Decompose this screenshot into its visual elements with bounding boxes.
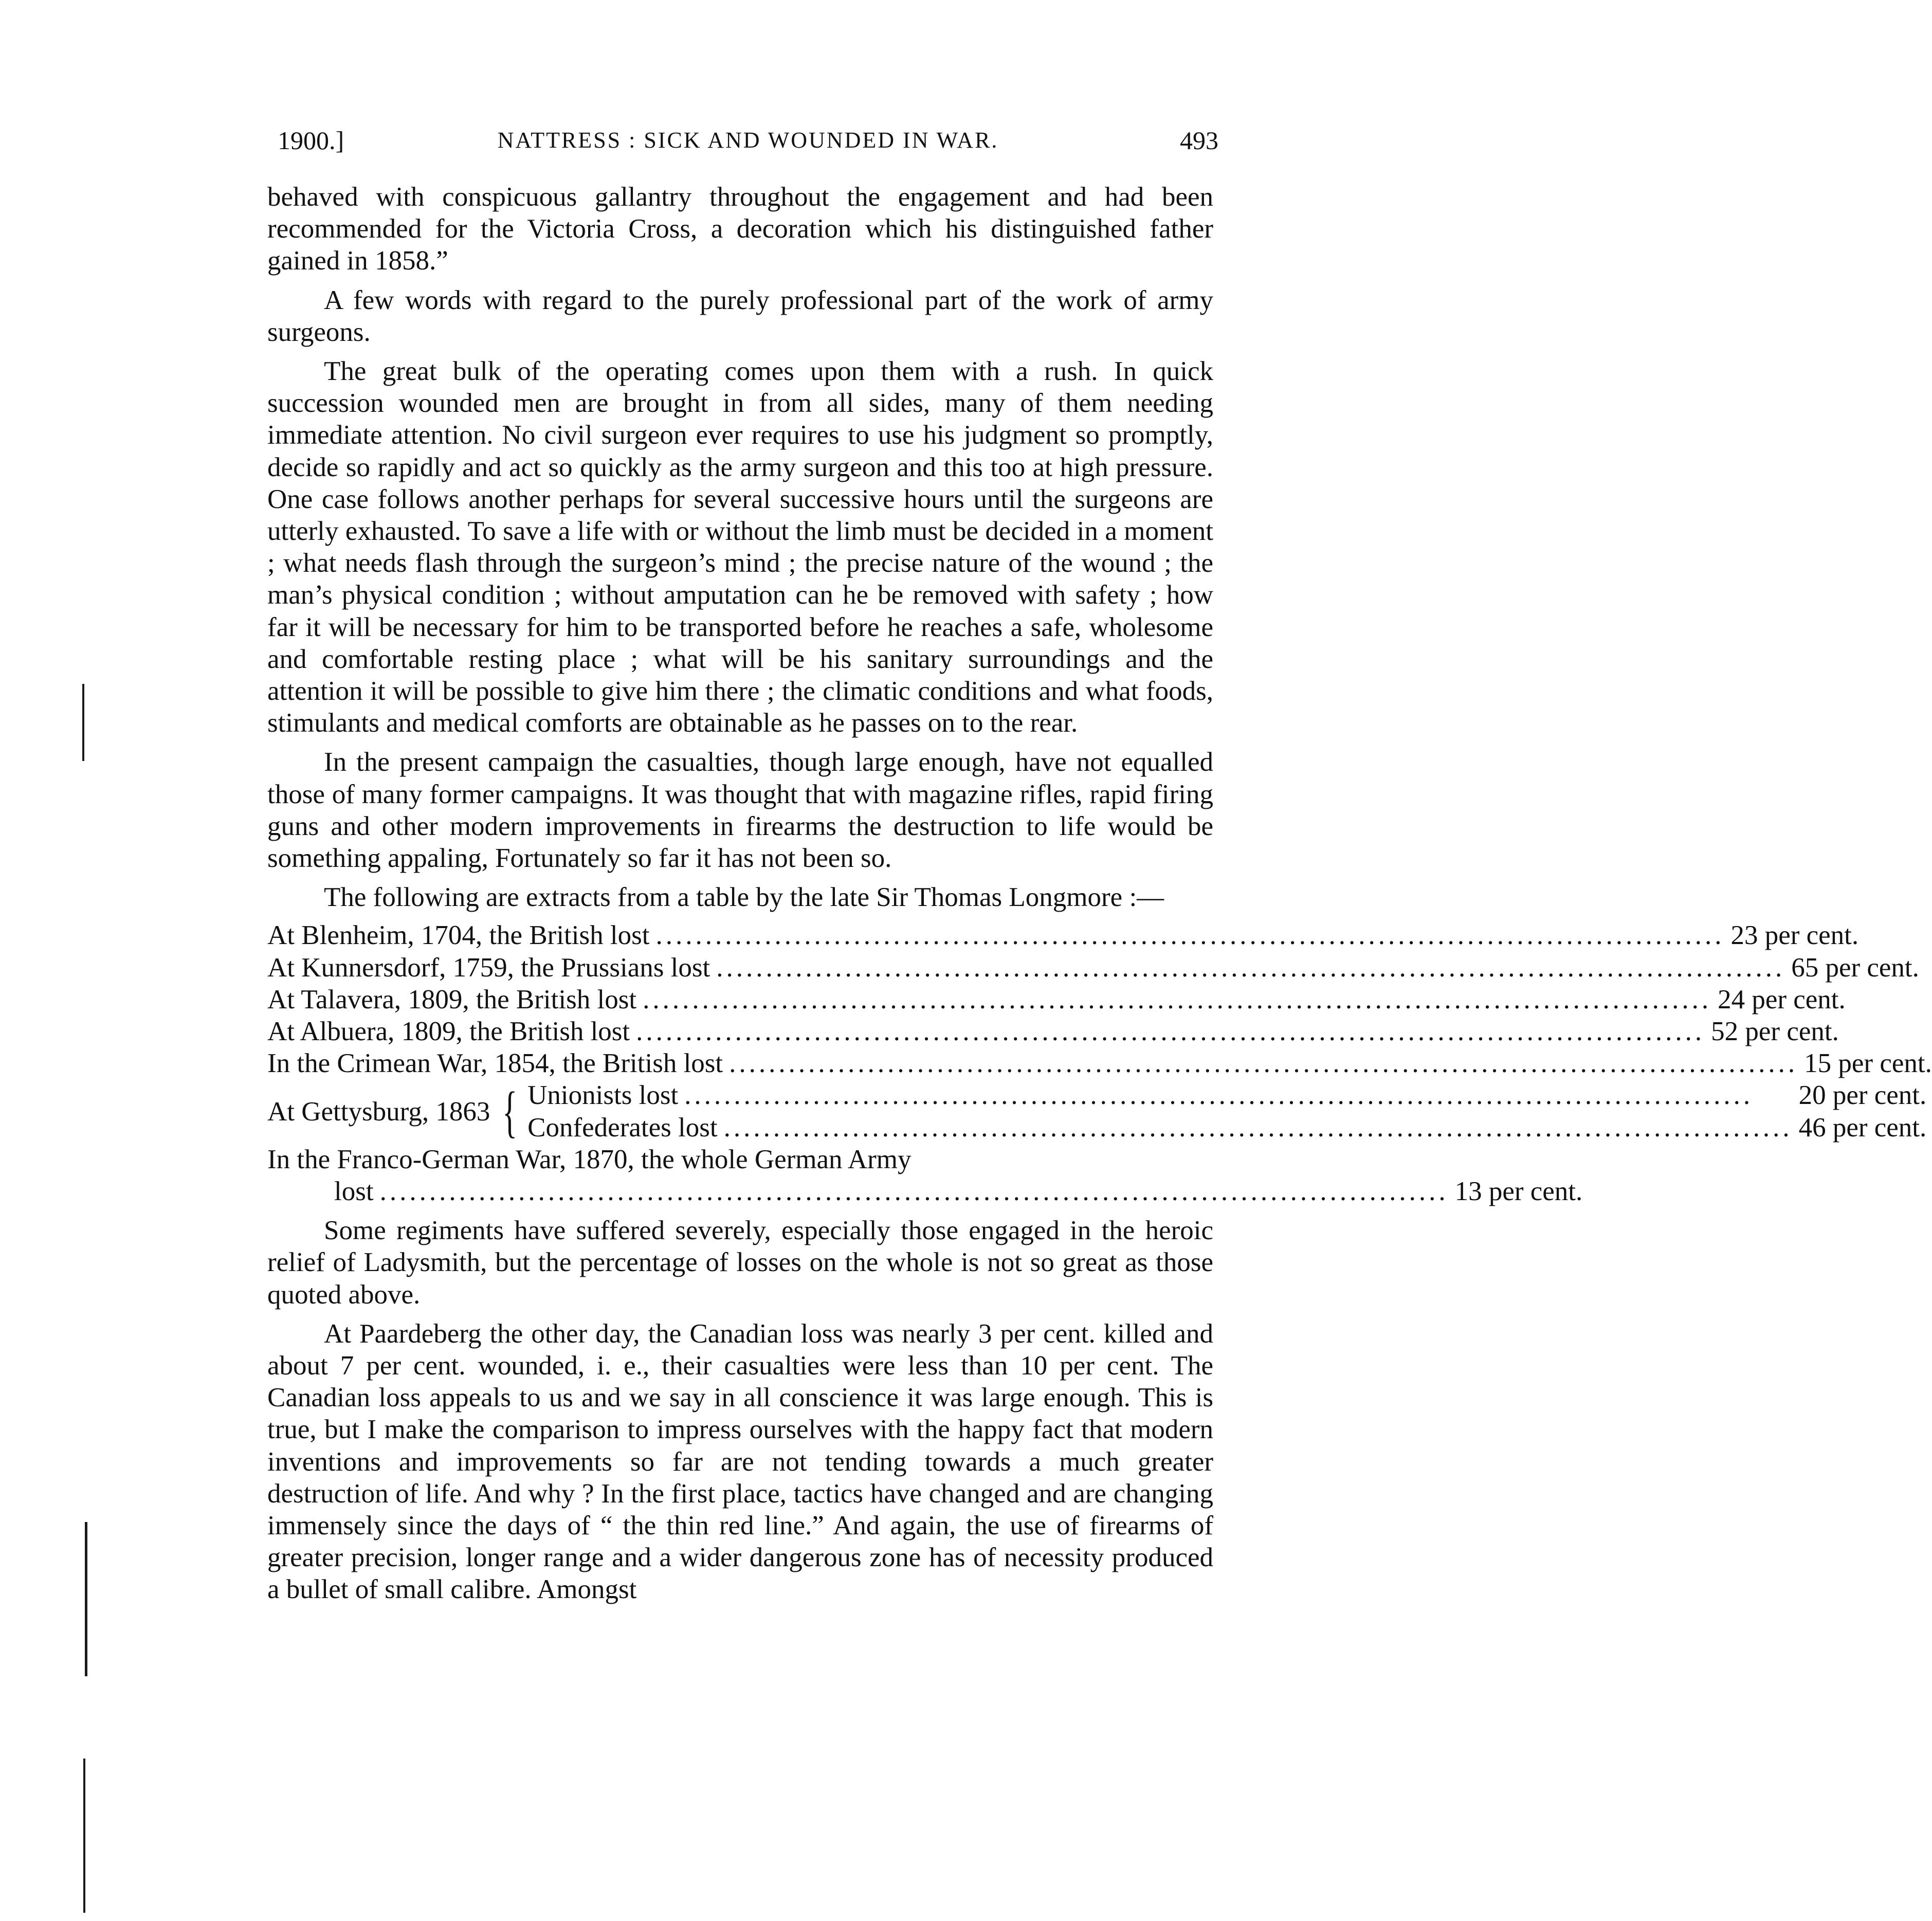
page-number: 493 xyxy=(1180,126,1218,155)
paragraph: At Paardeberg the other day, the Canadian loss was nearly 3 per cent. killed and about 7 per cent. wounded, i. e., their casualties were less than 10 per cent. The Canadian loss appeals to us and we say in all conscience it was large enough. This is true, but I make the comparison to impress ourselves with the happy fact that modern inventions and improvements so far are not tending towards a much greater destruction of life. And why ? In the first place, tactics have changed and are changing immensely since the days of “ the thin red line.” And again, the use of firearms of greater precision, longer range and a wider dangerous zone has of necessity produced a bullet of small calibre. Amongst xyxy=(267,1318,1213,1605)
table-row xyxy=(527,1079,1926,1111)
leader-dots xyxy=(724,1112,1793,1144)
table-row xyxy=(267,1016,1839,1047)
paragraph: A few words with regard to the purely professional part of the work of army surgeons. xyxy=(267,285,1213,347)
row-value: 52 per cent. xyxy=(1711,1017,1839,1047)
leader-dots xyxy=(655,919,1724,951)
row-value: 15 per cent. xyxy=(1804,1048,1932,1079)
table-row xyxy=(527,1112,1926,1144)
leader-dots xyxy=(729,1047,1798,1079)
leader-dots xyxy=(716,952,1785,984)
row-label: At Blenheim, 1704, the British lost xyxy=(267,920,650,951)
table-row xyxy=(267,1175,1583,1207)
gettysburg-label: At Gettysburg, 1863 xyxy=(267,1096,490,1127)
scan-margin-mark xyxy=(83,1759,85,1913)
paragraph: Some regiments have suffered severely, especially those engaged in the heroic relief of Ladysmith, but the percentage of losses on the whole is not so great as those quoted above. xyxy=(267,1216,1213,1310)
row-label: In the Crimean War, 1854, the British lost xyxy=(267,1048,723,1079)
scan-margin-mark xyxy=(85,1522,87,1676)
row-value: 23 per cent. xyxy=(1730,920,1859,951)
header-year: 1900.] xyxy=(278,126,344,155)
table-row xyxy=(267,984,1846,1016)
row-label: In the Franco-German War, 1870, the whole German Army xyxy=(267,1144,912,1174)
brace-icon: { xyxy=(502,1080,518,1143)
leader-dots xyxy=(636,1016,1705,1047)
row-label: At Kunnersdorf, 1759, the Prussians lost xyxy=(267,952,710,983)
row-label: At Albuera, 1809, the British lost xyxy=(267,1017,630,1047)
row-value: 46 per cent. xyxy=(1798,1112,1927,1143)
leader-dots xyxy=(684,1079,1792,1111)
paragraph: The following are extracts from a table by the late Sir Thomas Longmore :— xyxy=(324,882,1164,913)
paragraph-continuation: behaved with conspicuous gallantry throughout the engagement and had been recommended for the Victoria Cross, a decoration which his distinguished father gained in 1858.” xyxy=(267,182,1213,276)
table-row xyxy=(267,919,1859,951)
row-label: Unionists lost xyxy=(527,1080,679,1111)
table-row xyxy=(267,1047,1932,1079)
table-row xyxy=(267,952,1919,984)
running-header xyxy=(278,117,1218,164)
row-value: 20 per cent. xyxy=(1798,1080,1927,1111)
table-row-label-line xyxy=(267,1144,1213,1175)
row-value: 24 per cent. xyxy=(1718,984,1846,1014)
row-value: 13 per cent. xyxy=(1454,1176,1583,1206)
leader-dots xyxy=(380,1175,1449,1207)
body-text xyxy=(267,181,1932,1606)
leader-dots xyxy=(643,984,1711,1016)
row-label: At Talavera, 1809, the British lost xyxy=(267,984,637,1014)
scan-margin-mark xyxy=(82,684,84,761)
casualty-table xyxy=(267,919,1932,1207)
row-label-continuation: lost xyxy=(334,1176,374,1206)
paragraph: The great bulk of the operating comes upon them with a rush. In quick succession wounded men are brought in from all sides, many of them needing immediate attention. No civil surgeon ever requires to use his judgment so promptly, decide so rapidly and act so quickly as the army surgeon and this too at high pressure. One case follows another perhaps for several successive hours until the surgeons are utterly exhausted. To save a life with or without the limb must be decided in a moment ; what needs flash through the surgeon’s mind ; the precise nature of the wound ; the man’s physical condition ; without amputation can he be removed with safety ; how far it will be necessary for him to be transported before he reaches a safe, wholesome and comfortable resting place ; what will be his sanitary surroundings and the attention it will be possible to give him there ; the climatic conditions and what foods, stimulants and medical comforts are obtainable as he passes on to the rear. xyxy=(267,356,1213,738)
row-label: Confederates lost xyxy=(527,1112,718,1143)
running-title: NATTRESS : SICK AND WOUNDED IN WAR. xyxy=(497,128,999,153)
gettysburg-group xyxy=(267,1079,1927,1143)
row-value: 65 per cent. xyxy=(1791,952,1919,983)
paragraph: In the present campaign the casualties, though large enough, have not equalled those of many former campaigns. It was thought that with magazine rifles, rapid firing guns and other modern improvements in firearms the destruction to life would be something appaling, Fortunately so far it has not been so. xyxy=(267,747,1213,874)
